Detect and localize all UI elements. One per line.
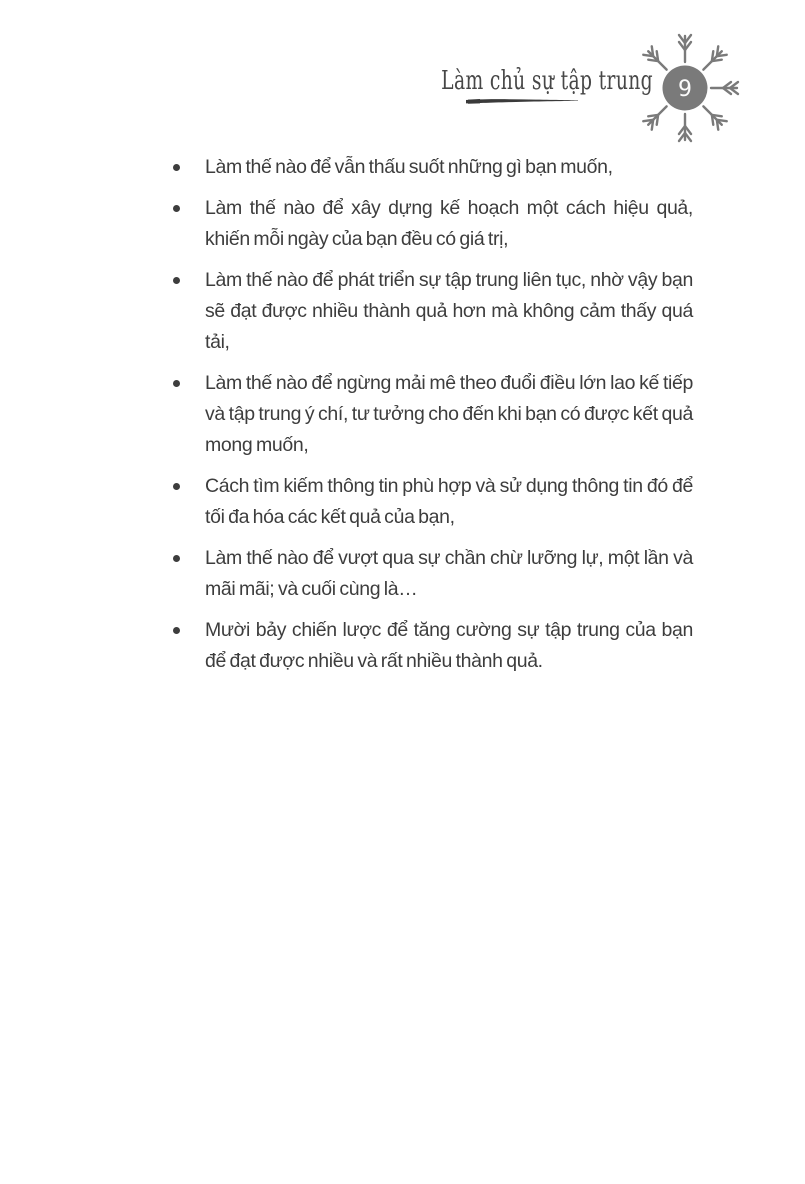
list-item-text: Làm thế nào để ngừng mải mê theo đuổi điều lớn lao kế tiếp và tập trung ý chí, tư tưởng cho đến khi bạn có được kết quả mong muốn, [205,372,693,456]
list-item-text: Làm thế nào để xây dựng kế hoạch một cách hiệu quả, khiến mỗi ngày của bạn đều có giá trị, [205,197,693,250]
list-item [173,193,693,255]
brush-underline-icon [466,97,579,106]
target-arrows-icon [625,28,745,148]
list-item [173,265,693,358]
list-item-text: Mười bảy chiến lược để tăng cường sự tập trung của bạn để đạt được nhiều và rất nhiều thành quả. [205,619,693,672]
list-item-text: Làm thế nào để vẫn thấu suốt những gì bạn muốn, [205,156,613,178]
bullet-list [173,152,693,687]
list-item-text: Làm thế nào để phát triển sự tập trung liên tục, nhờ vậy bạn sẽ đạt được nhiều thành quả hơn mà không cảm thấy quá tải, [205,269,693,353]
list-item-text: Làm thế nào để vượt qua sự chần chừ lưỡng lự, một lần và mãi mãi; và cuối cùng là… [205,547,693,600]
list-item [173,471,693,533]
bullet-icon [173,483,180,490]
list-item [173,152,693,183]
running-head-title: Làm chủ sự tập trung [441,66,653,96]
bullet-icon [173,277,180,284]
bullet-icon [173,205,180,212]
list-item [173,615,693,677]
bullet-icon [173,164,180,171]
bullet-icon [173,555,180,562]
bullet-icon [173,380,180,387]
list-item-text: Cách tìm kiếm thông tin phù hợp và sử dụng thông tin đó để tối đa hóa các kết quả của bạn, [205,475,693,528]
bullet-icon [173,627,180,634]
list-item [173,543,693,605]
list-item [173,368,693,461]
page-number: 9 [678,77,692,102]
